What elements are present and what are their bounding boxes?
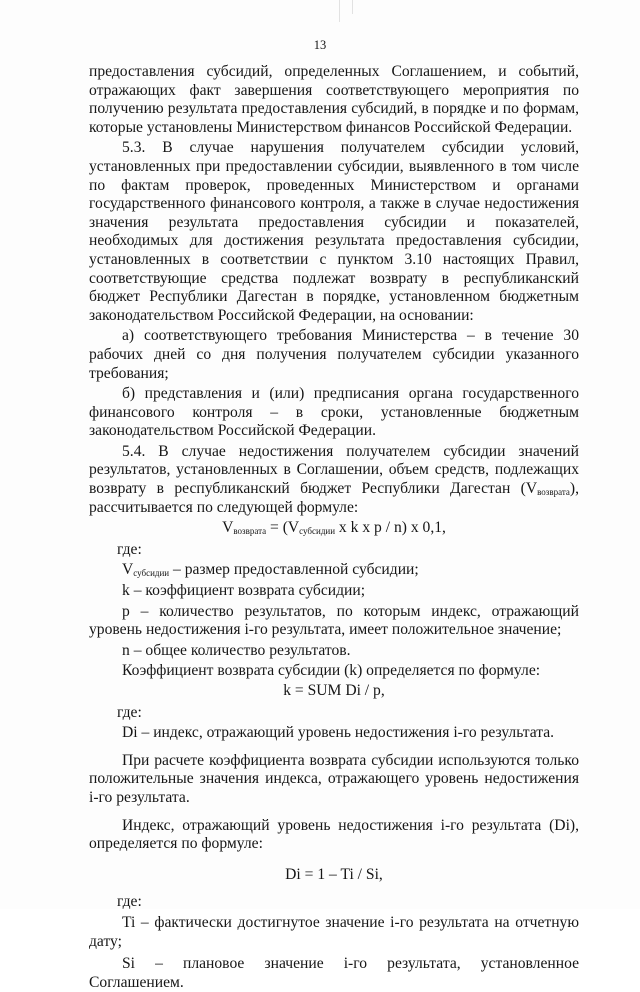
- formula-di: Di = 1 – Ti / Si,: [285, 865, 383, 883]
- formula-end: x k x p / n) x 0,1,: [335, 519, 446, 537]
- scan-artifact: [339, 0, 340, 22]
- definition-k: k – коэффициент возврата субсидии;: [122, 582, 366, 600]
- definition-v-text: – размер предоставленной субсидии;: [169, 561, 419, 579]
- definition-si: Si – плановое значение i-го результата, установленное Соглашением.: [89, 955, 579, 991]
- formula-v-sub: возврата: [233, 526, 267, 537]
- definition-ti: Ti – фактически достигнутое значение i-го результата на отчетную дату;: [89, 913, 579, 950]
- paragraph-5-4: [89, 443, 579, 517]
- paragraph-5-3: 5.3. В случае нарушения получателем субсидии условий, установленных при предоставлении субсидии, выявленного в том числе по фактам проверок, проведенных Министерством и органами государственного финансового контроля, а также в случае недостижения значения результата предоставления субсидии и показателей, необходимых для достижения результата предоставления субсидии, установленных в соответствии с пунктом 3.10 настоящих Правил, соответствующие средства подлежат возврату в республиканский бюджет Республики Дагестан в порядке, установленном бюджетным законодательством Российской Федерации, на основании:: [89, 139, 579, 324]
- definition-v-subsidii: [89, 561, 579, 580]
- formula-v-vozvrata: [89, 519, 579, 538]
- formula-mid: = (V: [266, 519, 300, 537]
- paragraph-5-4-text: 5.4. В случае недостижения получателем субсидии значений результатов, установленных в Соглашении, объем средств, подлежащих возврату в республиканский бюджет Республики Дагестан (V: [89, 442, 579, 498]
- where-label: где:: [117, 893, 142, 911]
- k-formula-intro: Коэффициент возврата субсидии (k) определяется по формуле:: [122, 662, 541, 680]
- formula-mid-sub: субсидии: [299, 526, 336, 537]
- definition-n: n – общее количество результатов.: [122, 641, 351, 659]
- paragraph-5-3-b: б) представления и (или) предписания органа государственного финансового контроля – в сроки, установленные бюджетным законодательством Российской Федерации.: [89, 385, 579, 440]
- document-body: [89, 63, 579, 992]
- definition-v-letter: V: [122, 561, 134, 579]
- formula-v: V: [222, 519, 234, 537]
- paragraph-index-di: Индекс, отражающий уровень недостижения i-го результата (Di), определяется по формуле:: [89, 816, 579, 853]
- paragraph-positive-values: При расчете коэффициента возврата субсидии используются только положительные значения индекса, отражающего уровень недостижения i-го результата.: [89, 751, 579, 806]
- paragraph-5-3-a: а) соответствующего требования Министерства – в течение 30 рабочих дней со дня получения получателем субсидии указанного требования;: [89, 327, 579, 382]
- definition-v-sub: субсидии: [133, 568, 170, 579]
- where-label: где:: [117, 703, 142, 721]
- formula-k: k = SUM Di / p,: [283, 682, 385, 699]
- definition-di: Di – индекс, отражающий уровень недостижения i-го результата.: [122, 724, 555, 742]
- paragraph-5-4-end: ), рассчитывается по следующей формуле:: [89, 480, 579, 516]
- paragraph-continuation: предоставления субсидий, определенных Соглашением, и событий, отражающих факт завершения соответствующего мероприятия по получению результата предоставления субсидий, в порядке и по формам, которые установлены Министерством финансов Российской Федерации.: [89, 63, 579, 136]
- page-number: 13: [313, 38, 327, 52]
- scan-artifact: [352, 0, 353, 14]
- subscript-vozvrata: возврата: [537, 487, 570, 498]
- definition-p: р – количество результатов, по которым индекс, отражающий уровень недостижения i-го результата, имеет положительное значение;: [89, 602, 579, 639]
- where-label: где:: [117, 540, 142, 558]
